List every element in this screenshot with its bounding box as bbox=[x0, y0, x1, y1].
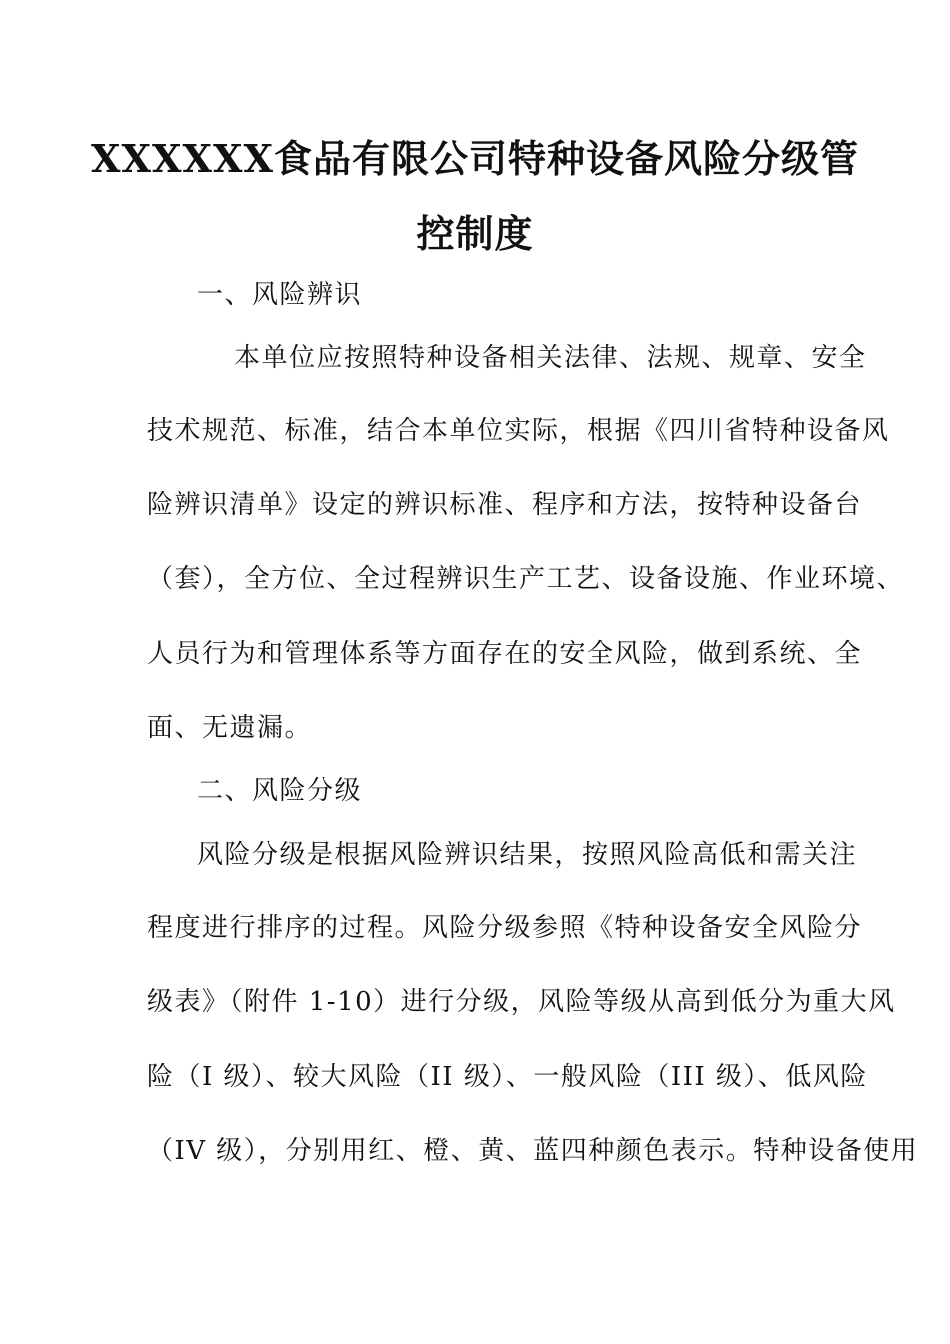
paragraph-line: （IV 级），分别用红、橙、黄、蓝四种颜色表示。特种设备使用 bbox=[147, 1136, 919, 1166]
paragraph-line: （套），全方位、全过程辨识生产工艺、设备设施、作业环境、 bbox=[147, 564, 905, 594]
paragraph-line: 程度进行排序的过程。风险分级参照《特种设备安全风险分 bbox=[147, 913, 863, 943]
section-heading-risk-identification: 一、风险辨识 bbox=[197, 280, 363, 310]
paragraph-line: 本单位应按照特种设备相关法律、法规、规章、安全 bbox=[234, 343, 867, 373]
document-title-line-1: XXXXXX食品有限公司特种设备风险分级管 bbox=[91, 136, 859, 181]
section-heading-risk-grading: 二、风险分级 bbox=[197, 776, 363, 806]
paragraph-line: 人员行为和管理体系等方面存在的安全风险，做到系统、全 bbox=[147, 639, 863, 669]
paragraph-line: 级表》（附件 1-10）进行分级，风险等级从高到低分为重大风 bbox=[147, 987, 896, 1017]
paragraph-line: 险（I 级）、较大风险（II 级）、一般风险（III 级）、低风险 bbox=[147, 1062, 868, 1092]
paragraph-line: 技术规范、标准，结合本单位实际，根据《四川省特种设备风 bbox=[147, 416, 890, 446]
document-title-line-2: 控制度 bbox=[416, 211, 534, 256]
paragraph-line: 风险分级是根据风险辨识结果，按照风险高低和需关注 bbox=[197, 840, 858, 870]
paragraph-line: 险辨识清单》设定的辨识标准、程序和方法，按特种设备台 bbox=[147, 490, 863, 520]
paragraph-line: 面、无遗漏。 bbox=[147, 713, 313, 743]
